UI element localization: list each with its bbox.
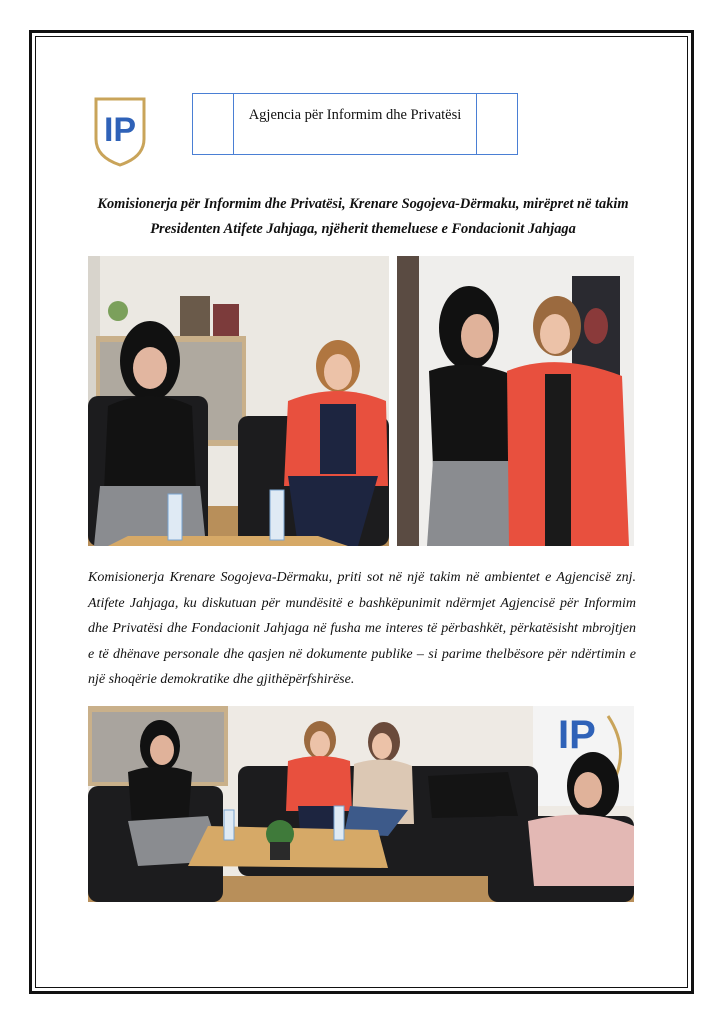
svg-text:IP: IP <box>103 111 137 149</box>
photo-seated-meeting <box>88 256 389 546</box>
header-cell-right <box>477 94 517 154</box>
agency-name: Agjencia për Informim dhe Privatësi <box>234 94 477 154</box>
photo-group-meeting <box>88 706 634 902</box>
header-cell-left <box>193 94 234 154</box>
photo-standing-greeting <box>397 256 634 546</box>
header-table <box>192 93 518 155</box>
article-title: Komisionerja për Informim dhe Privatësi, Krenare Sogojeva-Dërmaku, mirëpret në takim Presidenten Atifete Jahjaga, njëherit themeluese e Fondacionit Jahjaga <box>97 196 629 237</box>
article-body: Komisionerja Krenare Sogojeva-Dërmaku, priti sot në një takim në ambientet e Agjencisë znj. Atifete Jahjaga, ku diskutuan për mundësitë e bashkëpunimit ndërmjet Agjencisë për Informim dhe Privatësi dhe Fondacionit Jahjaga në fusha me interes të përbashkët, përkatësisht mbrojtjen e të dhënave personale dhe qasjen në dokumente publike – si parime thelbësore për ndërtimin e një shoqërie demokratike dhe gjithëpërfshirëse. <box>88 570 636 687</box>
agency-logo <box>92 95 148 169</box>
svg-text:IP: IP <box>558 713 596 757</box>
